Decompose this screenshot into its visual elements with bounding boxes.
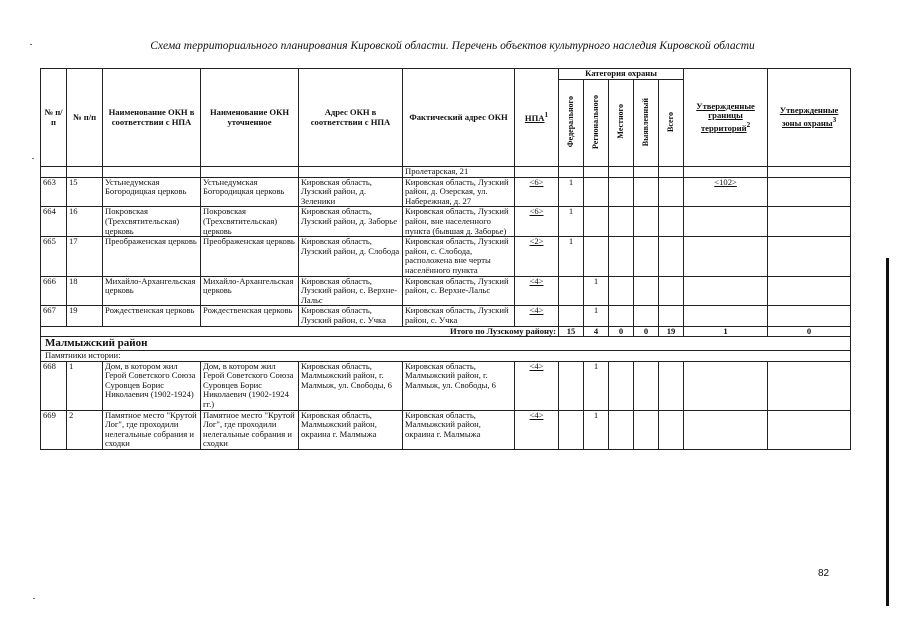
header-cat-federal-text: Федерального <box>566 96 576 148</box>
row-cat-total <box>659 207 684 237</box>
row-cat-federal: 1 <box>559 207 584 237</box>
header-cat-total <box>659 80 684 167</box>
table-row <box>41 361 851 410</box>
total-boundaries: 1 <box>684 326 768 337</box>
scan-edge-bar <box>886 258 889 606</box>
header-address-npa: Адрес ОКН в соответствии с НПА <box>299 69 403 167</box>
header-cat-federal <box>559 80 584 167</box>
row-number: 665 <box>41 237 67 276</box>
row-npa: <6> <box>515 177 559 207</box>
heritage-table <box>40 68 851 450</box>
total-label: Итого по Лузскому району: <box>41 326 559 337</box>
row-local-number: 19 <box>67 306 103 326</box>
row-name-npa: Дом, в котором жил Герой Советского Союза Суровцев Борис Николаевич (1902-1924) <box>103 361 201 410</box>
section-name: Памятники истории: <box>41 351 851 362</box>
row-local-number: 18 <box>67 276 103 306</box>
row-name-refined: Дом, в котором жил Герой Советского Союза Суровцев Борис Николаевич (1902-1924 гг.) <box>201 361 299 410</box>
row-cat-local <box>609 207 634 237</box>
row-local-number: 16 <box>67 207 103 237</box>
header-cat-local-text: Местного <box>616 104 626 140</box>
row-cat-local <box>609 276 634 306</box>
row-local-number: 17 <box>67 237 103 276</box>
header-boundaries-text: Утвержденные границы территорий <box>696 100 755 133</box>
row-cat-regional <box>584 207 609 237</box>
header-boundaries <box>684 69 768 167</box>
row-zones <box>768 306 851 326</box>
row-cat-federal <box>559 410 584 449</box>
header-row-1 <box>41 69 851 80</box>
page-number: 82 <box>818 568 830 579</box>
row-zones <box>768 361 851 410</box>
row-cat-total <box>659 237 684 276</box>
row-number: 663 <box>41 177 67 207</box>
row-name-refined: Памятное место "Крутой Лог", где проходили нелегальные собрания и сходки <box>201 410 299 449</box>
row-cat-local <box>609 237 634 276</box>
row-npa: <4> <box>515 306 559 326</box>
row-address-npa: Кировская область, Лузский район, д. Заборье <box>299 207 403 237</box>
row-npa: <4> <box>515 276 559 306</box>
total-all: 19 <box>659 326 684 337</box>
row-cat-identified <box>634 276 659 306</box>
row-address-actual: Кировская область, Лузский район, д. Озерская, ул. Набережная, д. 27 <box>403 177 515 207</box>
header-zones-text: Утвержденные зоны охраны <box>779 105 839 128</box>
cell-empty <box>103 167 201 178</box>
row-cat-identified <box>634 207 659 237</box>
row-zones <box>768 177 851 207</box>
row-boundaries <box>684 361 768 410</box>
total-federal: 15 <box>559 326 584 337</box>
district-name: Малмыжский район <box>41 337 851 351</box>
table-row <box>41 207 851 237</box>
table-row <box>41 177 851 207</box>
row-name-refined: Устьнедумская Богородицкая церковь <box>201 177 299 207</box>
row-cat-regional <box>584 177 609 207</box>
row-address-npa: Кировская область, Лузский район, с. Верхне-Лальс <box>299 276 403 306</box>
cell-empty <box>684 167 768 178</box>
row-address-npa: Кировская область, Лузский район, с. Учка <box>299 306 403 326</box>
cell-empty <box>768 167 851 178</box>
continuation-row <box>41 167 851 178</box>
row-cat-local <box>609 306 634 326</box>
row-address-npa: Кировская область, Малмыжский район, окраина г. Малмыжа <box>299 410 403 449</box>
row-local-number: 1 <box>67 361 103 410</box>
row-boundaries <box>684 276 768 306</box>
cell-empty <box>41 167 67 178</box>
row-local-number: 15 <box>67 177 103 207</box>
cell-empty <box>584 167 609 178</box>
rows-malmyzh <box>41 361 851 449</box>
row-npa: <6> <box>515 207 559 237</box>
section-row <box>41 351 851 362</box>
header-name-npa: Наименование ОКН в соответствии с НПА <box>103 69 201 167</box>
cell-empty <box>559 167 584 178</box>
row-zones <box>768 207 851 237</box>
header-cat-regional <box>584 80 609 167</box>
row-cat-identified <box>634 410 659 449</box>
header-cat-regional-text: Регионального <box>591 94 601 149</box>
header-cat-identified-text: Выявленный <box>641 97 651 146</box>
header-cat-local <box>609 80 634 167</box>
row-cat-total <box>659 410 684 449</box>
row-npa: <4> <box>515 410 559 449</box>
header-zones-sup: 3 <box>832 116 837 125</box>
row-cat-federal <box>559 306 584 326</box>
cell-empty <box>609 167 634 178</box>
row-cat-identified <box>634 306 659 326</box>
row-npa: <2> <box>515 237 559 276</box>
header-num-total: № п/п <box>41 69 67 167</box>
rows-luzsky <box>41 177 851 326</box>
row-cat-federal <box>559 361 584 410</box>
continuation-address: Пролетарская, 21 <box>403 167 515 178</box>
row-npa: <4> <box>515 361 559 410</box>
row-boundaries: <102> <box>684 177 768 207</box>
cell-empty <box>634 167 659 178</box>
header-address-actual: Фактический адрес ОКН <box>403 69 515 167</box>
cell-empty <box>299 167 403 178</box>
row-cat-regional <box>584 237 609 276</box>
row-number: 666 <box>41 276 67 306</box>
row-cat-regional: 1 <box>584 276 609 306</box>
row-name-refined: Покровская (Трехсвятительская) церковь <box>201 207 299 237</box>
row-address-actual: Кировская область, Лузский район, с. Верхне-Лальс <box>403 276 515 306</box>
header-npa-sup: 1 <box>544 111 549 120</box>
row-name-npa: Покровская (Трехсвятительская) церковь <box>103 207 201 237</box>
row-cat-total <box>659 306 684 326</box>
row-address-npa: Кировская область, Лузский район, д. Слобода <box>299 237 403 276</box>
row-zones <box>768 276 851 306</box>
row-cat-local <box>609 177 634 207</box>
row-name-npa: Устьнедумская Богородицкая церковь <box>103 177 201 207</box>
row-number: 667 <box>41 306 67 326</box>
row-address-actual: Кировская область, Лузский район, с. Слобода, расположена вне черты населённого пункта <box>403 237 515 276</box>
table-row <box>41 276 851 306</box>
scan-speck <box>33 598 35 599</box>
header-npa <box>515 69 559 167</box>
table-row <box>41 306 851 326</box>
total-zones: 0 <box>768 326 851 337</box>
row-cat-identified <box>634 361 659 410</box>
total-regional: 4 <box>584 326 609 337</box>
table-row <box>41 237 851 276</box>
row-boundaries <box>684 306 768 326</box>
row-address-actual: Кировская область, Малмыжский район, окраина г. Малмыжа <box>403 410 515 449</box>
row-address-actual: Кировская область, Малмыжский район, г. Малмыж, ул. Свободы, 6 <box>403 361 515 410</box>
row-cat-regional: 1 <box>584 361 609 410</box>
row-address-actual: Кировская область, Лузский район, вне населенного пункта (бывшая д. Заборье) <box>403 207 515 237</box>
table-row <box>41 410 851 449</box>
cell-empty <box>515 167 559 178</box>
row-address-npa: Кировская область, Лузский район, д. Зеленики <box>299 177 403 207</box>
row-address-npa: Кировская область, Малмыжский район, г. Малмыж, ул. Свободы, 6 <box>299 361 403 410</box>
row-name-refined: Михайло-Архангельская церковь <box>201 276 299 306</box>
row-boundaries <box>684 237 768 276</box>
total-row <box>41 326 851 337</box>
row-name-npa: Рождественская церковь <box>103 306 201 326</box>
row-cat-local <box>609 410 634 449</box>
header-num-local: № п/п <box>67 69 103 167</box>
header-category-group: Категория охраны <box>559 69 684 80</box>
row-zones <box>768 237 851 276</box>
scan-speck <box>32 158 34 159</box>
row-local-number: 2 <box>67 410 103 449</box>
row-cat-local <box>609 361 634 410</box>
header-cat-total-text: Всего <box>666 111 676 132</box>
row-cat-identified <box>634 177 659 207</box>
row-cat-federal: 1 <box>559 237 584 276</box>
district-row <box>41 337 851 351</box>
page-title: Схема территориального планирования Кировской области. Перечень объектов культурного наследия Кировской области <box>150 40 755 52</box>
header-cat-identified <box>634 80 659 167</box>
header-name-refined: Наименование ОКН уточненное <box>201 69 299 167</box>
row-name-npa: Преображенская церковь <box>103 237 201 276</box>
row-cat-federal: 1 <box>559 177 584 207</box>
cell-empty <box>67 167 103 178</box>
row-name-npa: Михайло-Архангельская церковь <box>103 276 201 306</box>
total-identified: 0 <box>634 326 659 337</box>
row-name-npa: Памятное место "Крутой Лог", где проходили нелегальные собрания и сходки <box>103 410 201 449</box>
cell-empty <box>201 167 299 178</box>
header-npa-text: НПА <box>524 113 545 124</box>
row-number: 668 <box>41 361 67 410</box>
header-zones <box>768 69 851 167</box>
scan-speck <box>30 44 32 45</box>
row-cat-total <box>659 276 684 306</box>
row-number: 664 <box>41 207 67 237</box>
row-address-actual: Кировская область, Лузский район, с. Учка <box>403 306 515 326</box>
row-cat-regional: 1 <box>584 306 609 326</box>
row-cat-federal <box>559 276 584 306</box>
row-name-refined: Преображенская церковь <box>201 237 299 276</box>
row-number: 669 <box>41 410 67 449</box>
row-boundaries <box>684 410 768 449</box>
row-cat-regional: 1 <box>584 410 609 449</box>
header-boundaries-sup: 2 <box>746 120 751 129</box>
row-cat-identified <box>634 237 659 276</box>
row-cat-total <box>659 177 684 207</box>
total-local: 0 <box>609 326 634 337</box>
row-boundaries <box>684 207 768 237</box>
row-cat-total <box>659 361 684 410</box>
row-name-refined: Рождественская церковь <box>201 306 299 326</box>
row-zones <box>768 410 851 449</box>
cell-empty <box>659 167 684 178</box>
